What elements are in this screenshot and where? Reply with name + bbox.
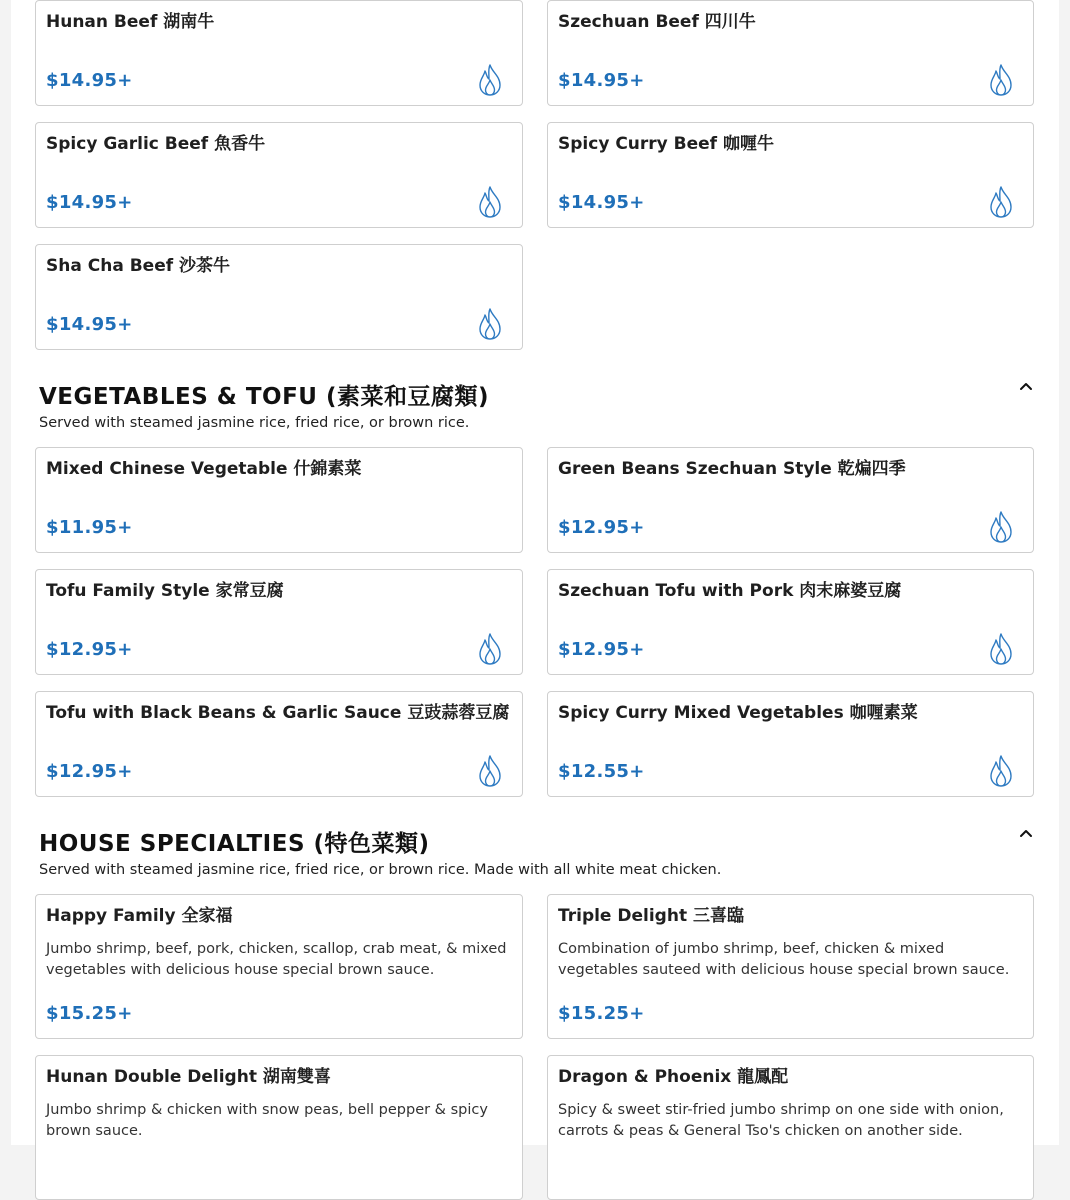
- flame-icon: [988, 511, 1014, 543]
- menu-item-card[interactable]: [547, 1055, 1034, 1200]
- menu-item-card[interactable]: [547, 691, 1034, 797]
- item-name: Tofu Family Style 家常豆腐: [46, 581, 284, 601]
- menu-item-card[interactable]: [35, 447, 523, 553]
- item-name: Green Beans Szechuan Style 乾煸四季: [558, 459, 906, 479]
- menu-item-card[interactable]: [547, 122, 1034, 228]
- item-name: Hunan Double Delight 湖南雙喜: [46, 1067, 331, 1087]
- flame-icon: [477, 186, 503, 218]
- menu-item-card[interactable]: [35, 569, 523, 675]
- section-subtitle: Served with steamed jasmine rice, fried rice, or brown rice. Made with all white meat chicken.: [39, 862, 722, 878]
- item-name: Szechuan Beef 四川牛: [558, 12, 756, 32]
- menu-item-card[interactable]: [547, 569, 1034, 675]
- item-name: Szechuan Tofu with Pork 肉末麻婆豆腐: [558, 581, 902, 601]
- item-price: $14.95+: [46, 314, 133, 335]
- item-price: $14.95+: [46, 70, 133, 91]
- item-price: $15.25+: [46, 1003, 133, 1024]
- item-price: $14.95+: [46, 192, 133, 213]
- vegetables-tofu-grid: [35, 447, 1034, 797]
- menu-item-card[interactable]: [35, 894, 523, 1039]
- item-price: $14.95+: [558, 192, 645, 213]
- item-price: $14.95+: [558, 70, 645, 91]
- flame-icon: [477, 64, 503, 96]
- flame-icon: [988, 186, 1014, 218]
- item-name: Sha Cha Beef 沙茶牛: [46, 256, 231, 276]
- menu-item-card[interactable]: [35, 244, 523, 350]
- chevron-up-icon[interactable]: [1017, 377, 1035, 395]
- menu-item-card[interactable]: [35, 122, 523, 228]
- item-name: Tofu with Black Beans & Garlic Sauce 豆豉蒜蓉豆腐: [46, 703, 510, 723]
- item-name: Triple Delight 三喜臨: [558, 906, 744, 926]
- section-subtitle: Served with steamed jasmine rice, fried rice, or brown rice.: [39, 415, 470, 431]
- flame-icon: [477, 633, 503, 665]
- section-title: VEGETABLES & TOFU (素菜和豆腐類): [39, 384, 489, 410]
- flame-icon: [988, 633, 1014, 665]
- item-name: Happy Family 全家福: [46, 906, 233, 926]
- item-description: Combination of jumbo shrimp, beef, chicken & mixed vegetables sauteed with delicious house special brown sauce.: [558, 941, 1010, 978]
- item-name: Spicy Garlic Beef 魚香牛: [46, 134, 266, 154]
- flame-icon: [477, 755, 503, 787]
- item-name: Dragon & Phoenix 龍鳳配: [558, 1067, 789, 1087]
- section-title: HOUSE SPECIALTIES (特色菜類): [39, 831, 430, 857]
- menu-item-card[interactable]: [35, 0, 523, 106]
- item-price: $12.95+: [46, 761, 133, 782]
- flame-icon: [988, 755, 1014, 787]
- item-price: $12.55+: [558, 761, 645, 782]
- item-price: $12.95+: [558, 517, 645, 538]
- item-price: $12.95+: [558, 639, 645, 660]
- item-price: $12.95+: [46, 639, 133, 660]
- item-name: Spicy Curry Mixed Vegetables 咖喱素菜: [558, 703, 918, 723]
- flame-icon: [988, 64, 1014, 96]
- house-specialties-grid: [35, 894, 1034, 1200]
- menu-item-card[interactable]: [547, 894, 1034, 1039]
- item-name: Hunan Beef 湖南牛: [46, 12, 215, 32]
- item-price: $15.25+: [558, 1003, 645, 1024]
- flame-icon: [477, 308, 503, 340]
- menu-item-card[interactable]: [547, 447, 1034, 553]
- item-name: Mixed Chinese Vegetable 什錦素菜: [46, 459, 362, 479]
- beef-items-grid: [35, 0, 1034, 350]
- menu-item-card[interactable]: [547, 0, 1034, 106]
- item-price: $11.95+: [46, 517, 133, 538]
- menu-item-card[interactable]: [35, 1055, 523, 1200]
- item-name: Spicy Curry Beef 咖喱牛: [558, 134, 774, 154]
- item-description: Spicy & sweet stir-fried jumbo shrimp on one side with onion, carrots & peas & General Tso's chicken on another side.: [558, 1102, 1004, 1139]
- item-description: Jumbo shrimp, beef, pork, chicken, scallop, crab meat, & mixed vegetables with delicious house special brown sauce.: [46, 941, 507, 978]
- menu-page: [11, 0, 1059, 1145]
- chevron-up-icon[interactable]: [1017, 824, 1035, 842]
- menu-item-card[interactable]: [35, 691, 523, 797]
- item-description: Jumbo shrimp & chicken with snow peas, bell pepper & spicy brown sauce.: [46, 1102, 488, 1139]
